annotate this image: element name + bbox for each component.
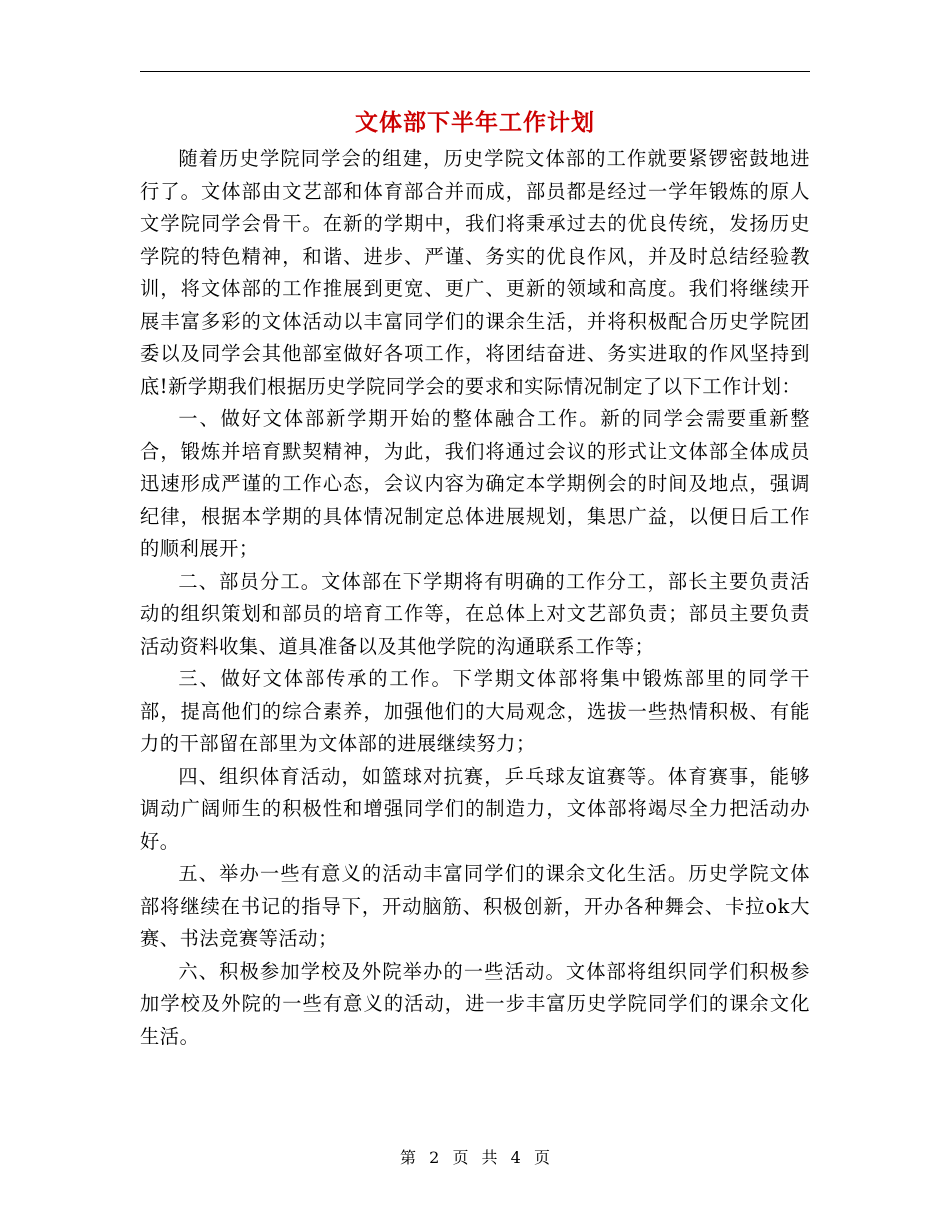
document-title: 文体部下半年工作计划 (355, 109, 595, 136)
paragraph-item-5: 五、举办一些有意义的活动丰富同学们的课余文化生活。历史学院文体部将继续在书记的指导下，开动脑筋、积极创新，开办各种舞会、卡拉ok大赛、书法竞赛等活动； (140, 862, 810, 950)
page-footer (0, 1147, 950, 1169)
paragraph-item-3: 三、做好文体部传承的工作。下学期文体部将集中锻炼部里的同学干部，提高他们的综合素养，加强他们的大局观念，选拔一些热情积极、有能力的干部留在部里为文体部的进展继续努力； (140, 667, 810, 755)
paragraph-item-2: 二、部员分工。文体部在下学期将有明确的工作分工，部长主要负责活动的组织策划和部员的培育工作等，在总体上对文艺部负责；部员主要负责活动资料收集、道具准备以及其他学院的沟通联系工作等； (140, 569, 810, 658)
footer-ye-2: 页 (533, 1148, 550, 1167)
footer-di: 第 (400, 1148, 417, 1167)
footer-page-number: 2 (429, 1148, 440, 1167)
footer-ye: 页 (452, 1148, 469, 1167)
paragraph-item-1: 一、做好文体部新学期开始的整体融合工作。新的同学会需要重新整合，锻炼并培育默契精神，为此，我们将通过会议的形式让文体部全体成员迅速形成严谨的工作心态，会议内容为确定本学期例会的时间及地点，强调纪律，根据本学期的具体情况制定总体进展规划，集思广益，以便日后工作的顺利展开； (140, 407, 810, 560)
document-body (140, 143, 810, 1053)
footer-total-pages: 4 (510, 1148, 521, 1167)
paragraph-intro: 随着历史学院同学会的组建，历史学院文体部的工作就要紧锣密鼓地进行了。文体部由文艺部和体育部合并而成，部员都是经过一学年锻炼的原人文学院同学会骨干。在新的学期中，我们将秉承过去的优良传统，发扬历史学院的特色精神，和谐、进步、严谨、务实的优良作风，并及时总结经验教训，将文体部的工作推展到更宽、更广、更新的领域和高度。我们将继续开展丰富多彩的文体活动以丰富同学们的课余生活，并将积极配合历史学院团委以及同学会其他部室做好各项工作，将团结奋进、务实进取的作风坚持到底!新学期我们根据历史学院同学会的要求和实际情况制定了以下工作计划： (140, 147, 810, 398)
paragraph-item-4: 四、组织体育活动，如篮球对抗赛，乒乓球友谊赛等。体育赛事，能够调动广阔师生的积极性和增强同学们的制造力，文体部将竭尽全力把活动办好。 (140, 764, 810, 853)
footer-gong: 共 (481, 1148, 498, 1167)
header-rule (140, 71, 810, 72)
paragraph-item-6: 六、积极参加学校及外院举办的一些活动。文体部将组织同学们积极参加学校及外院的一些有意义的活动，进一步丰富历史学院同学们的课余文化生活。 (140, 959, 810, 1048)
